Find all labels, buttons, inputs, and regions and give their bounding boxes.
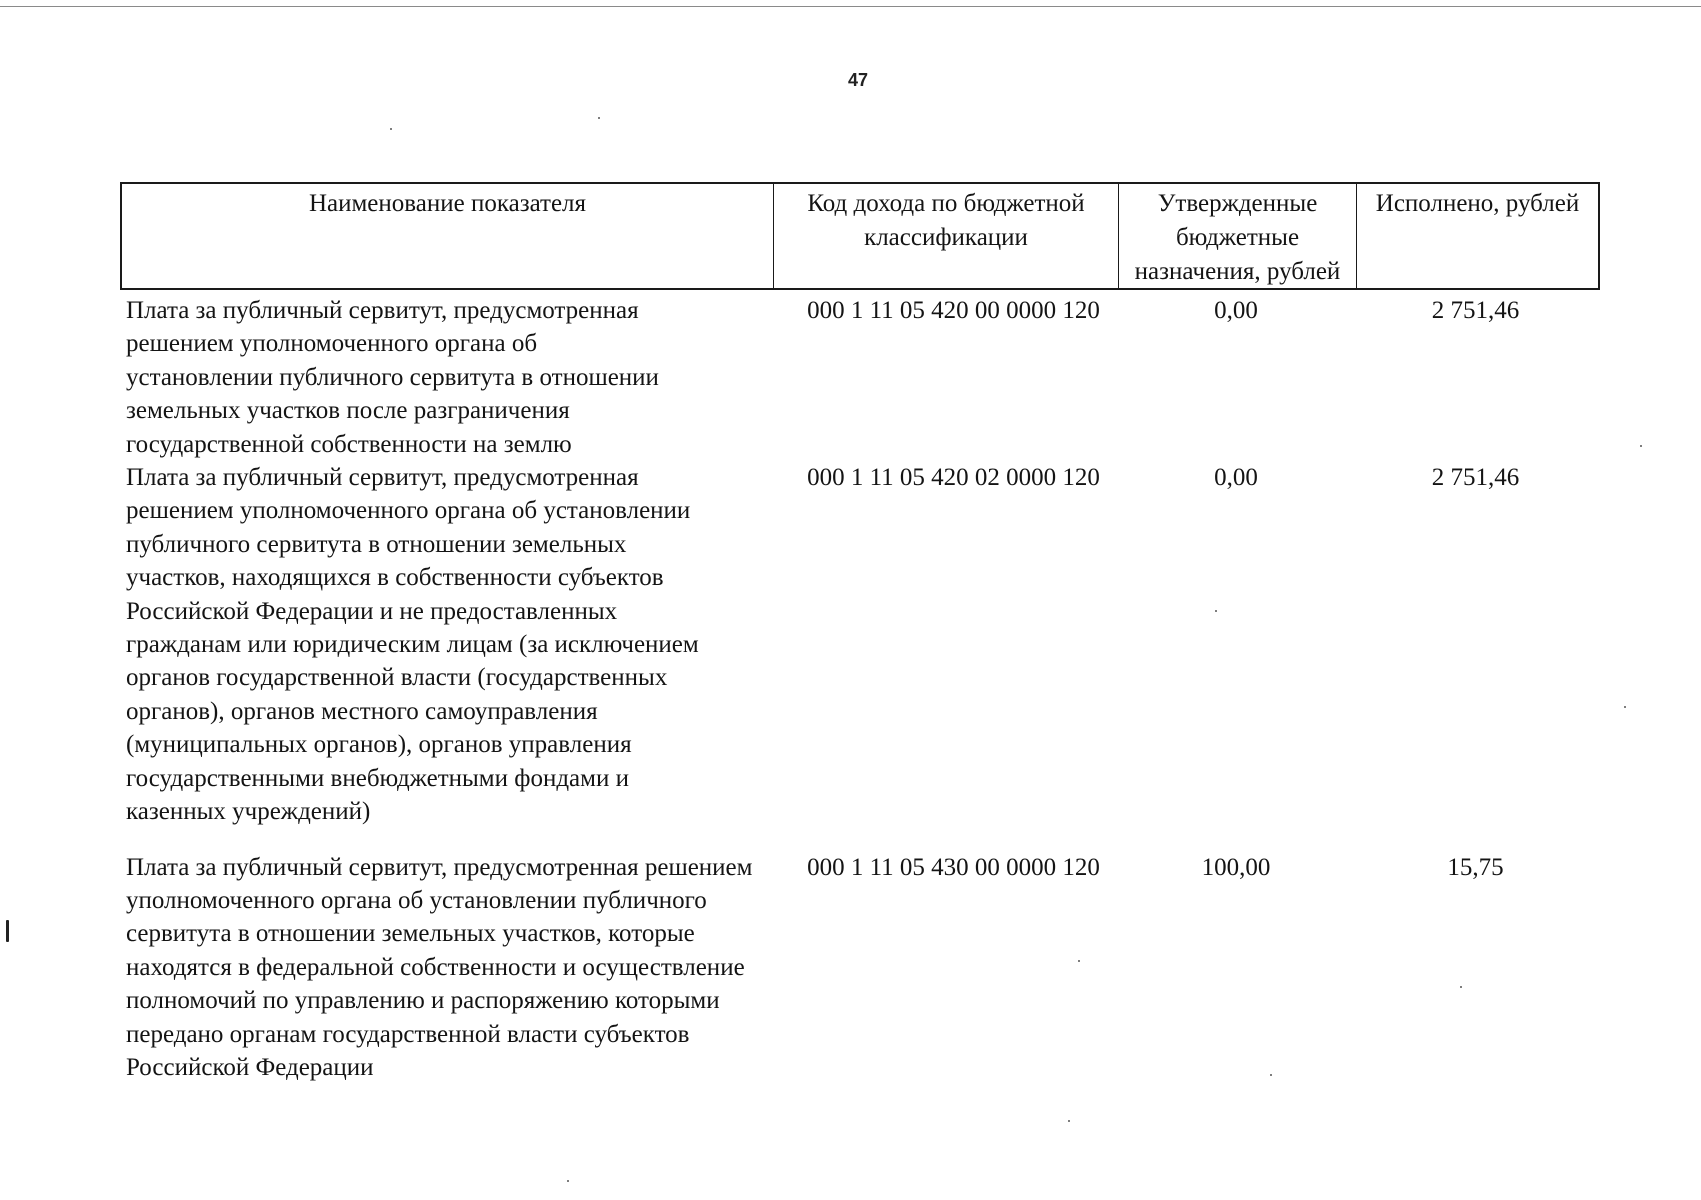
page-number: 47 [847, 70, 869, 90]
table-body [120, 294, 1600, 1084]
scan-speck [1460, 986, 1462, 988]
scan-speck [390, 128, 392, 130]
header-income-code: Код дохода по бюджетной классификации [774, 184, 1119, 288]
table-row [120, 461, 1600, 828]
table-row [120, 294, 1600, 461]
header-indicator-name: Наименование показателя [122, 184, 774, 288]
row-code: 000 1 11 05 420 02 0000 120 [807, 464, 1100, 492]
row-name: Плата за публичный сервитут, предусмотренная решением уполномоченного органа об установлении публичного сервитута в отношении земельных участков, находящихся в собственности субъектов Российской Федерации и не предоставленных гражданам или юридическим лицам (за исключением органов государственной власти (государственных органов), органов местного самоуправления (муниципальных органов), органов управления государственными внебюджетными фондами и казенных учреждений) [126, 464, 699, 826]
header-executed: Исполнено, рублей [1375, 190, 1580, 217]
row-name: Плата за публичный сервитут, предусмотренная решением уполномоченного органа об установлении публичного сервитута в отношении земельных участков, которые находятся в федеральной собственности и осуществление полномочий по управлению и распоряжению которыми передано органам государственной власти субъектов Российской Федерации [126, 853, 753, 1081]
table-header [120, 182, 1600, 290]
row-executed: 15,75 [1447, 853, 1504, 881]
scan-speck [1215, 610, 1217, 612]
scan-speck [1078, 960, 1080, 962]
scan-speck [567, 1180, 569, 1182]
row-executed: 2 751,46 [1431, 464, 1520, 492]
scan-speck [6, 920, 9, 942]
scan-speck [1068, 1120, 1070, 1122]
header-approved: Утвержденные бюджетные назначения, рублей [1119, 184, 1357, 288]
row-approved: 100,00 [1201, 853, 1271, 881]
scan-speck [598, 117, 600, 119]
row-approved: 0,00 [1214, 464, 1258, 492]
scan-speck [1640, 445, 1642, 447]
row-code: 000 1 11 05 430 00 0000 120 [807, 853, 1100, 881]
scan-speck [1624, 706, 1626, 708]
row-spacer [120, 829, 1600, 851]
table-row [120, 851, 1600, 1085]
row-approved: 0,00 [1214, 297, 1258, 324]
row-name: Плата за публичный сервитут, предусмотренная решением уполномоченного органа об установлении публичного сервитута в отношении земельных участков после разграничения государственной собственности на землю [126, 297, 659, 458]
top-scan-rule [0, 6, 1701, 7]
row-executed: 2 751,46 [1431, 297, 1520, 324]
scan-speck [1270, 1074, 1272, 1076]
row-code: 000 1 11 05 420 00 0000 120 [807, 297, 1100, 324]
